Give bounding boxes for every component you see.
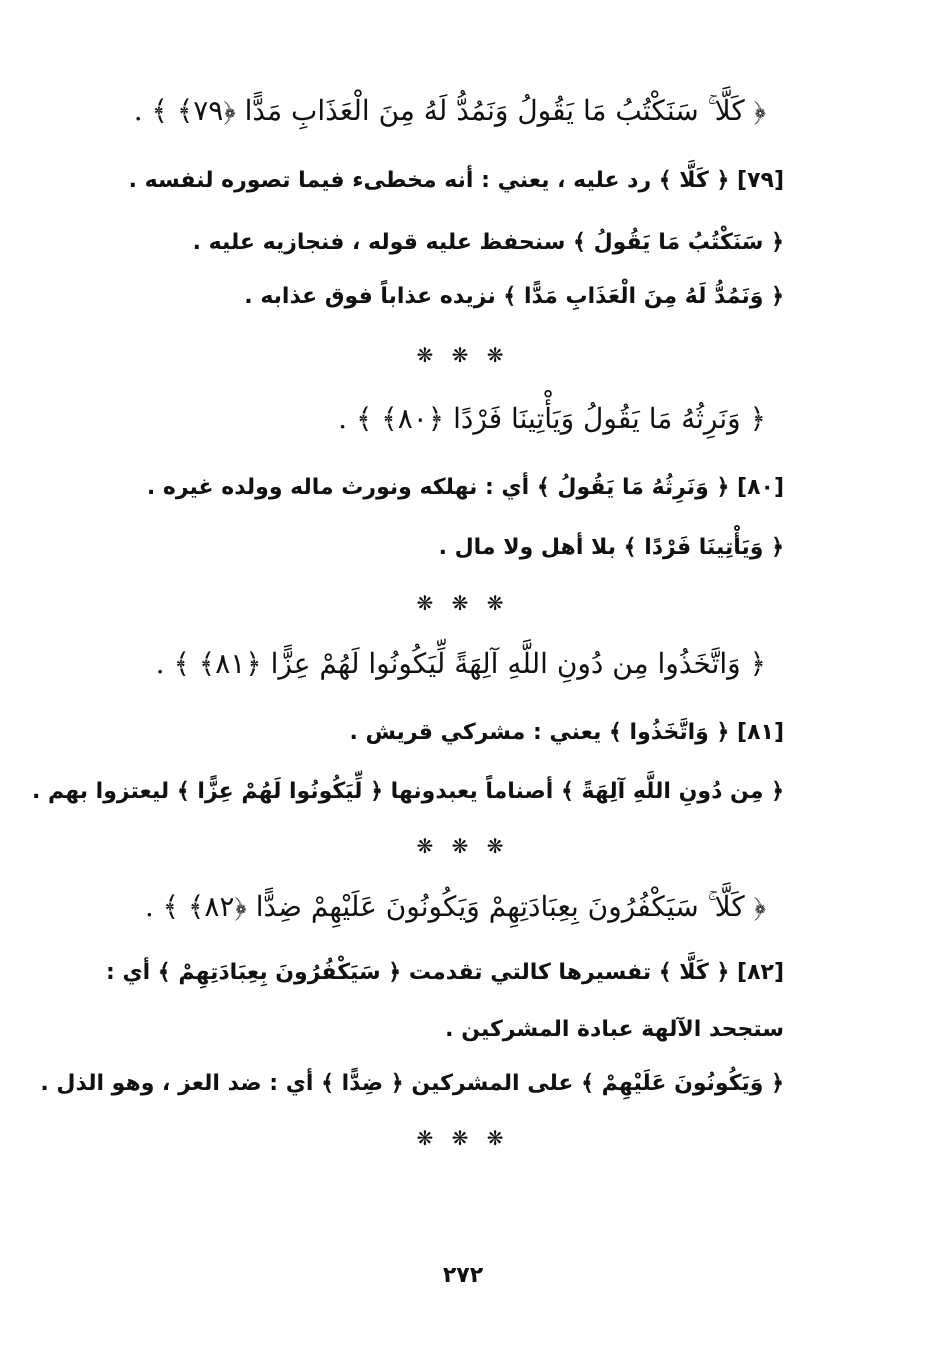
page-number: ٢٧٢: [442, 1263, 484, 1288]
commentary-82-continued: ستجحد الآلهة عبادة المشركين .: [445, 1017, 784, 1042]
commentary-81-intro: [٨١] ﴿ وَاتَّخَذُوا ﴾ يعني : مشركي قريش .: [349, 720, 784, 745]
section-separator: ❋ ❋ ❋: [416, 834, 510, 858]
commentary-79-extend: ﴿ وَنَمُدُّ لَهُ مِنَ الْعَذَابِ مَدًّا ﴾ نزيده عذاباً فوق عذابه .: [244, 284, 784, 309]
verse-80: ﴿ وَنَرِثُهُ مَا يَقُولُ وَيَأْتِينَا فَرْدًا ﴿٨٠﴾ ﴾ .: [338, 402, 766, 435]
verse-79: ﴿ كَلَّا ۚ سَنَكْتُبُ مَا يَقُولُ وَنَمُدُّ لَهُ مِنَ الْعَذَابِ مَدًّا ﴿٧٩﴾ ﴾ .: [133, 94, 766, 127]
commentary-79-write: ﴿ سَنَكْتُبُ مَا يَقُولُ ﴾ سنحفظ عليه قوله ، فنجازيه عليه .: [192, 230, 784, 255]
commentary-82-intro: [٨٢] ﴿ كَلَّا ﴾ تفسيرها كالتي تقدمت ﴿ سَيَكْفُرُونَ بِعِبَادَتِهِمْ ﴾ أي :: [105, 960, 784, 985]
commentary-82-against: ﴿ وَيَكُونُونَ عَلَيْهِمْ ﴾ على المشركين ﴿ ضِدًّا ﴾ أي : ضد العز ، وهو الذل .: [40, 1071, 784, 1096]
section-separator: ❋ ❋ ❋: [416, 591, 510, 615]
section-separator: ❋ ❋ ❋: [416, 1126, 510, 1150]
commentary-79-intro: [٧٩] ﴿ كَلَّا ﴾ رد عليه ، يعني : أنه مخطىء فيما تصوره لنفسه .: [128, 168, 784, 193]
verse-81: ﴿ وَاتَّخَذُوا مِن دُونِ اللَّهِ آلِهَةً لِّيَكُونُوا لَهُمْ عِزًّا ﴿٨١﴾ ﴾ .: [155, 647, 766, 680]
commentary-80-alone: ﴿ وَيَأْتِينَا فَرْدًا ﴾ بلا أهل ولا مال .: [438, 535, 784, 560]
commentary-81-gods: ﴿ مِن دُونِ اللَّهِ آلِهَةً ﴾ أصناماً يعبدونها ﴿ لِّيَكُونُوا لَهُمْ عِزًّا ﴾ ليعتزوا بهم .: [31, 779, 784, 804]
verse-82: ﴿ كَلَّا ۚ سَيَكْفُرُونَ بِعِبَادَتِهِمْ وَيَكُونُونَ عَلَيْهِمْ ضِدًّا ﴿٨٢﴾ ﴾ .: [144, 890, 766, 923]
commentary-80-intro: [٨٠] ﴿ وَنَرِثُهُ مَا يَقُولُ ﴾ أي : نهلكه ونورث ماله وولده غيره .: [146, 475, 784, 500]
section-separator: ❋ ❋ ❋: [416, 343, 510, 367]
